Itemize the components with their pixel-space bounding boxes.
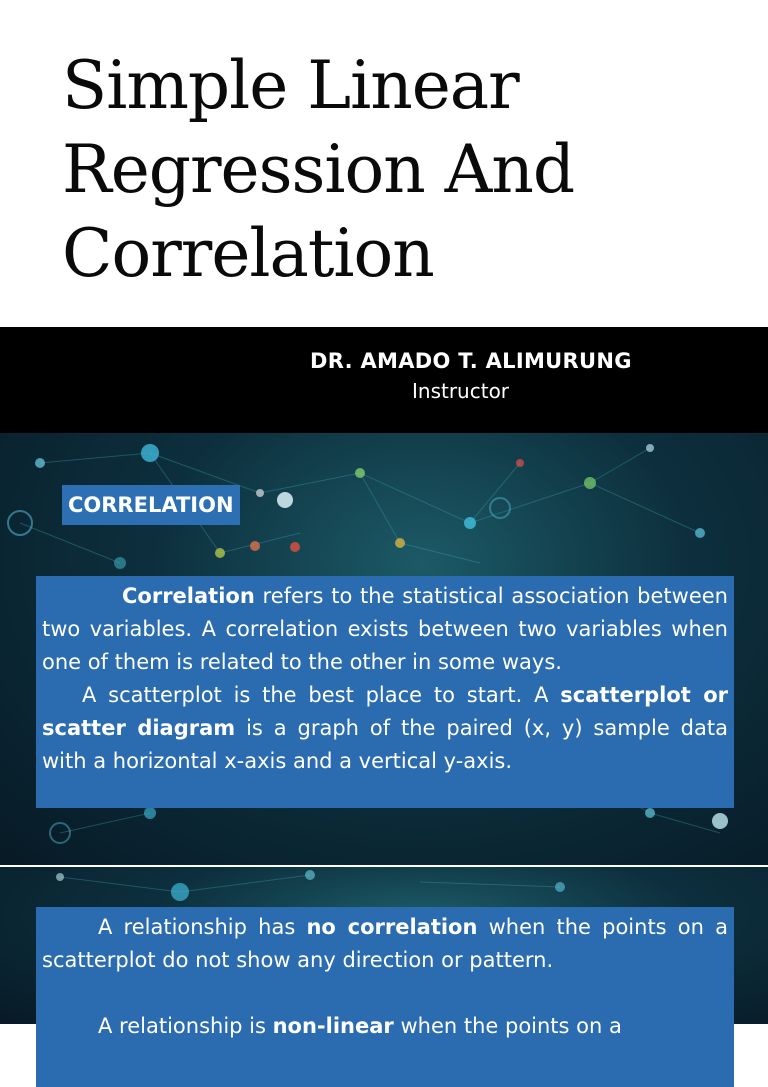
scatterplot-paragraph — [42, 679, 728, 778]
slide-relationships — [0, 867, 768, 1038]
non-linear-paragraph — [42, 1010, 728, 1043]
correlation-text: refers to the statistical association between two variables. A correlation exists between two variables when one of them is related to the other in some ways. — [42, 584, 728, 674]
no-correlation-paragraph — [42, 911, 728, 977]
page-title — [62, 44, 742, 296]
paragraph-spacer — [42, 977, 728, 1010]
relationship-types-box — [36, 907, 734, 1087]
correlation-definition-box — [36, 576, 734, 808]
scatterplot-term: scatterplot or scatter diagram — [42, 683, 728, 740]
no-correlation-text: when the points on a scatterplot do not show any direction or pattern. — [42, 915, 728, 972]
author-role: Instructor — [412, 379, 510, 403]
title-line-1: Simple Linear — [62, 47, 519, 124]
title-line-2: Regression And — [62, 131, 575, 208]
title-line-3: Correlation — [62, 215, 434, 292]
correlation-paragraph — [42, 580, 728, 679]
author-band — [0, 327, 768, 433]
non-linear-term: non-linear — [272, 1014, 394, 1038]
non-linear-lead: A relationship is — [98, 1014, 273, 1038]
slide-correlation — [0, 433, 768, 865]
scatterplot-text: is a graph of the paired (x, y) sample data with a horizontal x-axis and a vertical y-axis. — [42, 716, 728, 773]
correlation-term: Correlation — [122, 584, 255, 608]
section-label-correlation: CORRELATION — [62, 485, 240, 525]
scatterplot-lead: A scatterplot is the best place to start. A — [82, 683, 561, 707]
non-linear-text: when the points on a — [393, 1014, 622, 1038]
author-name: DR. AMADO T. ALIMURUNG — [310, 349, 632, 373]
title-area — [0, 0, 768, 327]
no-correlation-term: no correlation — [306, 915, 478, 939]
no-correlation-lead: A relationship has — [98, 915, 307, 939]
